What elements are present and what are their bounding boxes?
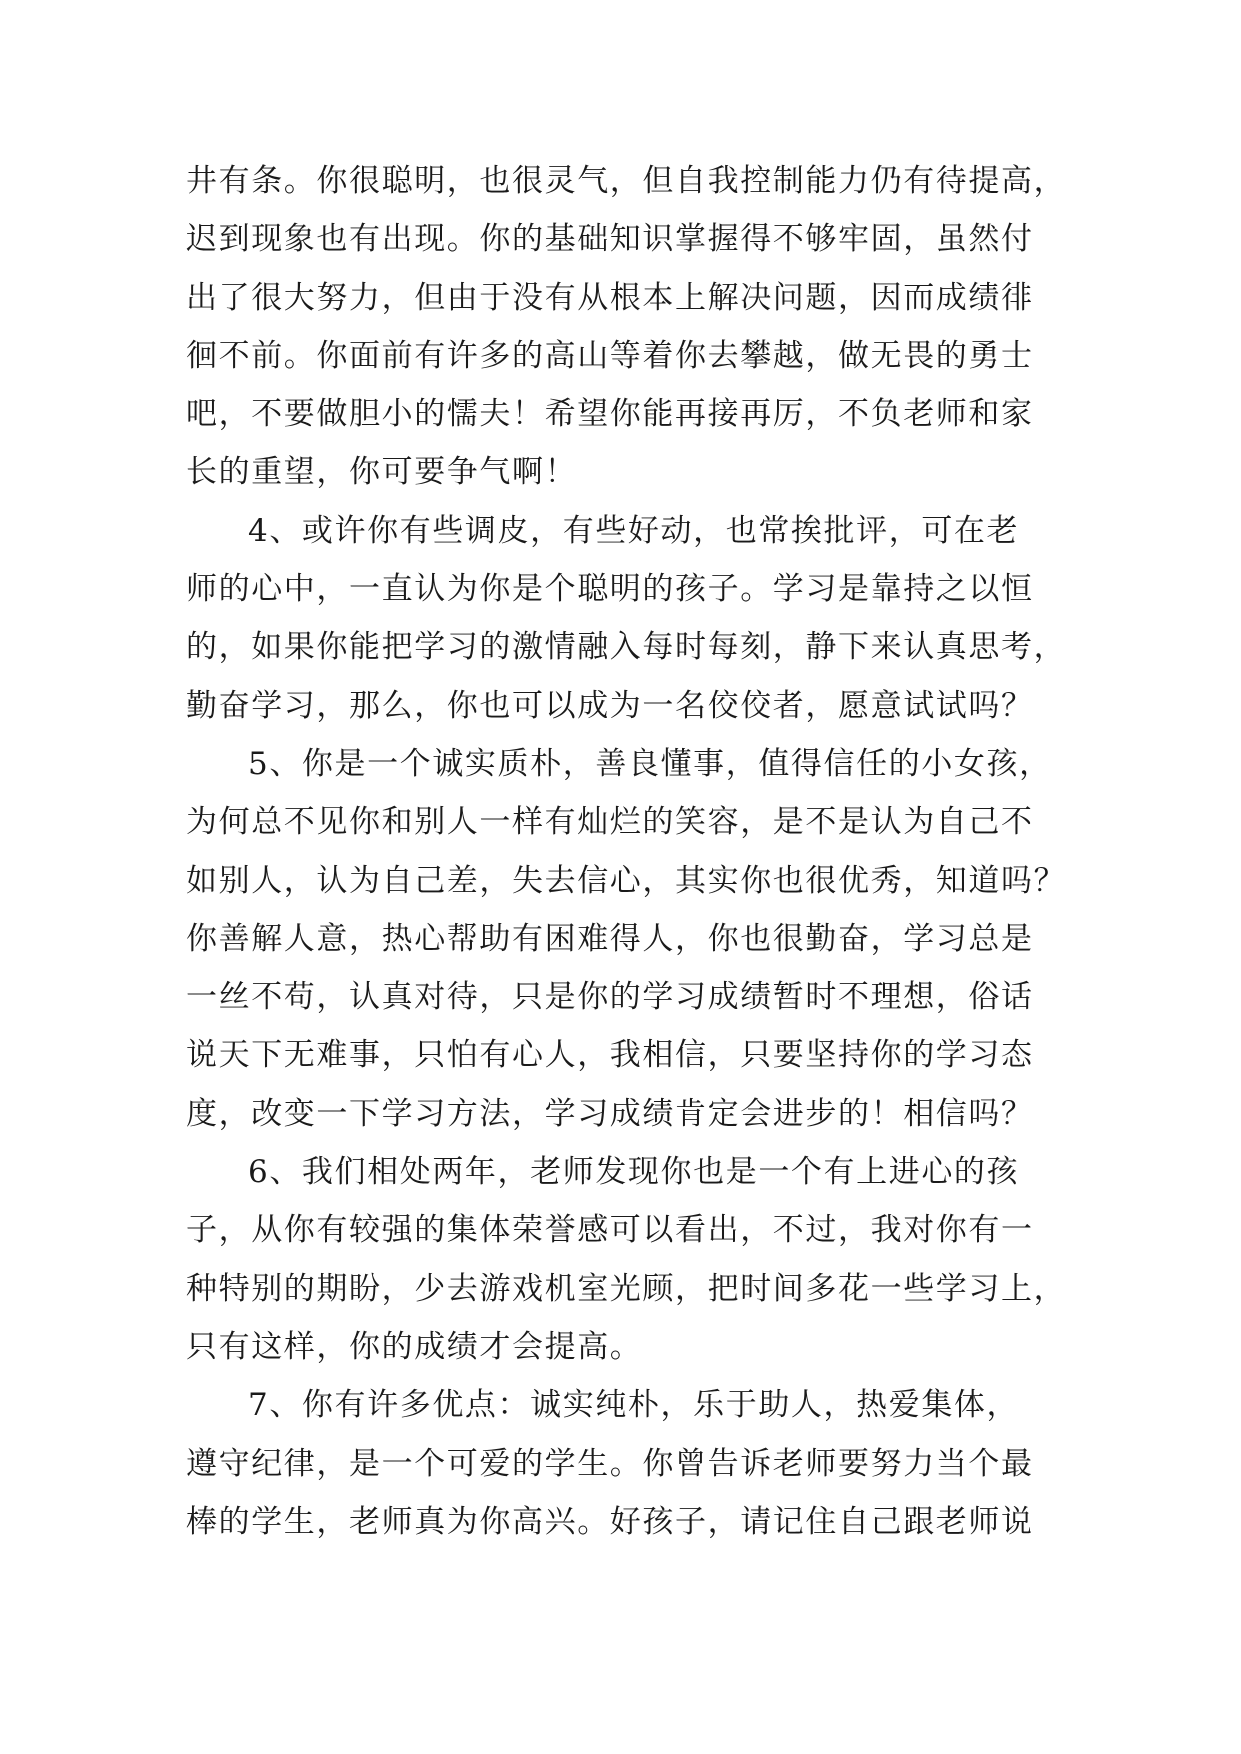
text-line: 7、你有许多优点：诚实纯朴，乐于助人，热爱集体， (248, 1387, 1020, 1424)
text-line: 如别人，认为自己差，失去信心，其实你也很优秀，知道吗？ (186, 862, 1067, 899)
text-line: 4、或许你有些调皮，有些好动，也常挨批评，可在老 (248, 512, 1020, 549)
text-line: 井有条。你很聪明，也很灵气，但自我控制能力仍有待提高， (186, 163, 1067, 199)
text-line: 迟到现象也有出现。你的基础知识掌握得不够牢固，虽然付 (186, 221, 1034, 258)
paragraph-item-5 (186, 735, 1066, 1143)
paragraph-item-6 (186, 1143, 1066, 1376)
text-line: 徊不前。你面前有许多的高山等着你去攀越，做无畏的勇士 (186, 337, 1034, 374)
text-line: 勤奋学习，那么，你也可以成为一名佼佼者，愿意试试吗？ (186, 687, 1034, 724)
text-line: 子，从你有较强的集体荣誉感可以看出，不过，我对你有一 (186, 1212, 1034, 1249)
paragraph-item-7 (186, 1376, 1066, 1551)
text-line: 一丝不苟，认真对待，只是你的学习成绩暂时不理想，俗话 (186, 979, 1034, 1016)
text-line: 为何总不见你和别人一样有灿烂的笑容，是不是认为自己不 (186, 804, 1034, 841)
text-line: 长的重望，你可要争气啊！ (186, 454, 578, 491)
text-line: 遵守纪律，是一个可爱的学生。你曾告诉老师要努力当个最 (186, 1445, 1034, 1482)
text-line: 只有这样，你的成绩才会提高。 (186, 1328, 643, 1365)
text-line: 说天下无难事，只怕有心人，我相信，只要坚持你的学习态 (186, 1037, 1034, 1074)
text-line: 出了很大努力，但由于没有从根本上解决问题，因而成绩徘 (186, 279, 1034, 316)
text-line: 5、你是一个诚实质朴，善良懂事，值得信任的小女孩， (248, 745, 1052, 782)
text-line: 吧，不要做胆小的懦夫！希望你能再接再厉，不负老师和家 (186, 396, 1034, 433)
text-line: 种特别的期盼，少去游戏机室光顾，把时间多花一些学习上， (186, 1270, 1067, 1307)
paragraph-continuation (186, 152, 1066, 502)
text-line: 度，改变一下学习方法，学习成绩肯定会进步的！相信吗？ (186, 1095, 1034, 1132)
text-line: 你善解人意，热心帮助有困难得人，你也很勤奋，学习总是 (186, 920, 1034, 957)
text-line: 师的心中，一直认为你是个聪明的孩子。学习是靠持之以恒 (186, 571, 1034, 608)
text-line: 棒的学生，老师真为你高兴。好孩子，请记住自己跟老师说 (186, 1503, 1034, 1540)
text-line: 6、我们相处两年，老师发现你也是一个有上进心的孩 (248, 1154, 1020, 1191)
text-line: 的，如果你能把学习的激情融入每时每刻，静下来认真思考， (186, 629, 1067, 666)
document-body (186, 152, 1066, 1551)
paragraph-item-4 (186, 502, 1066, 735)
